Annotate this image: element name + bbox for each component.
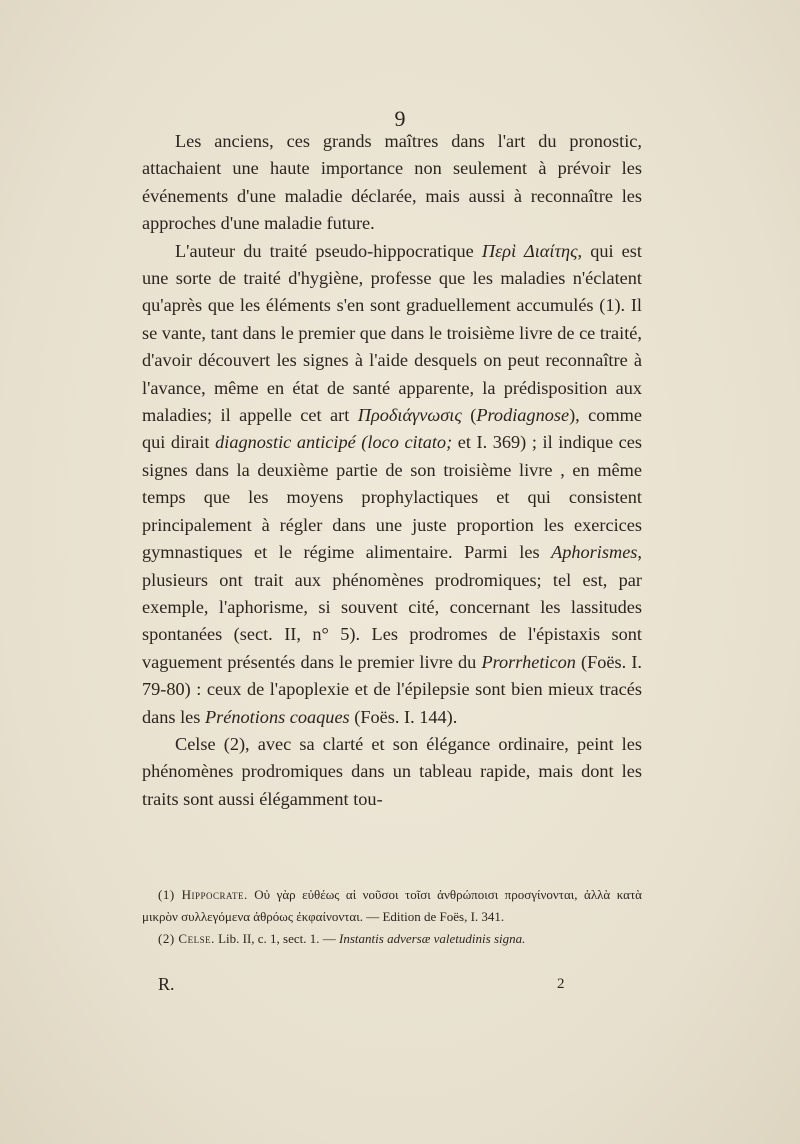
paragraph-text: Les anciens, ces grands maîtres dans l'art du pronostic, attachaient une haute importance non seulement à prévoir les événements d'une maladie déclarée, mais aussi à reconnaître les approches d'une maladie future. — [142, 131, 642, 234]
paragraph-text: L'auteur du traité pseudo-hippocratique — [175, 240, 482, 261]
footnote-text: Οὐ γὰρ εὐθέως αἱ νοῦσοι τοῖσι ἀνθρώποισι προσγίνονται, ἀλλὰ κατὰ μικρὸν συλλεγόμενα ἀθρόως ἐκφαίνονται. — Edition de Foës, I. 341. — [142, 887, 642, 924]
footnote — [142, 884, 642, 928]
paragraph — [142, 128, 642, 238]
paragraph — [142, 238, 642, 731]
paragraph-text: Celse (2), avec sa clarté et son élégance ordinaire, peint les phénomènes prodromiques dans un tableau rapide, mais dont les traits sont aussi élégamment tou- — [142, 733, 642, 809]
signature-number: 2 — [557, 976, 565, 992]
italic-term: diagnostic anticipé (loco citato; — [215, 432, 453, 453]
italic-term: Prénotions coaques — [204, 706, 350, 727]
italic-term: Prorrheticon — [481, 651, 576, 672]
footnote — [142, 928, 642, 950]
italic-term: Instantis adversæ valetudinis signa. — [339, 931, 526, 946]
page-number: 9 — [394, 106, 406, 131]
paragraph-text: (Foës. I. 144). — [349, 706, 458, 727]
author-name: (2) Celse. — [158, 931, 215, 946]
paragraph-text: (Foës. I. 79-80) : ceux de l'apoplexie et de l'épilepsie sont bien mieux tracés dans les — [142, 651, 642, 727]
signature-mark: R. — [158, 974, 175, 994]
paragraph — [142, 731, 642, 813]
italic-term: Aphorismes — [551, 542, 638, 563]
footnotes — [142, 884, 642, 950]
paragraph-text: ( — [461, 405, 477, 426]
footnote-text: Lib. II, c. 1, sect. 1. — — [214, 931, 340, 946]
greek-term: Περὶ Διαίτης — [481, 240, 578, 261]
paragraph-text: , qui est une sorte de traité d'hygiène, professe que les maladies n'éclatent qu'après que les éléments s'en sont graduellement accumulés (1). Il se vante, tant dans le premier que dans le troisième livre de ce traité, d'avoir découvert les signes à l'aide desquels on peut reconnaître à l'avance, même en état de santé apparente, la prédisposition aux maladies; il appelle cet art — [142, 240, 642, 426]
paragraph-text: , plusieurs ont trait aux phénomènes prodromiques; tel est, par exemple, l'aphorisme, si souvent cité, concernant les lassitudes spontanées (sect. II, n° 5). Les prodromes de l'épistaxis sont vaguement présentés dans le premier livre du — [142, 542, 642, 672]
greek-term: Προδιάγνωσις — [357, 405, 462, 426]
author-name: (1) Hippocrate. — [158, 887, 248, 902]
paragraph-text: ), comme qui dirait — [142, 405, 642, 453]
paragraph-text: et I. 369) ; il indique ces signes dans la deuxième partie de son troisième livre , en même temps que les moyens prophylactiques et qui consistent principalement à régler dans une juste proportion les exercices gymnastiques et le régime alimentaire. Parmi les — [142, 432, 642, 563]
italic-term: Prodiagnose — [476, 405, 570, 426]
body-text — [142, 128, 642, 813]
